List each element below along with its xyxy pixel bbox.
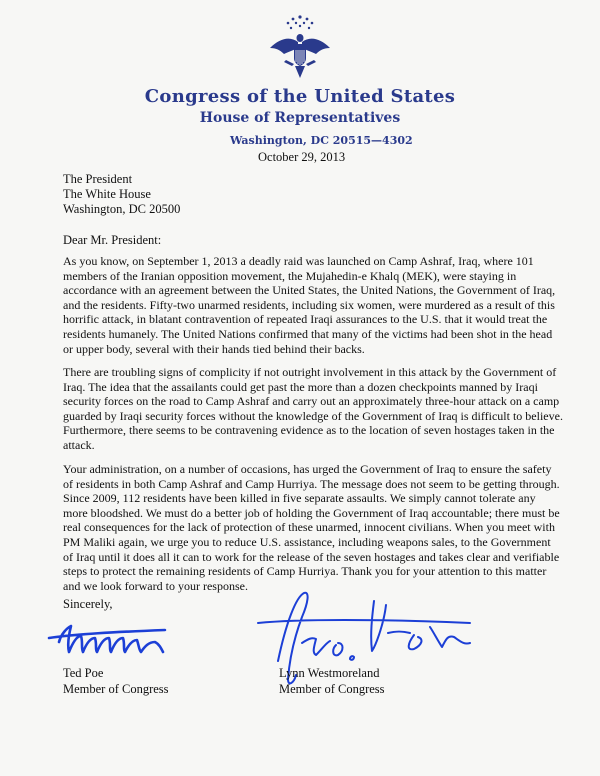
signer-block	[63, 665, 169, 697]
signature-ted-poe	[45, 612, 195, 662]
signer-name: Ted Poe	[63, 666, 104, 680]
body-paragraph: Your administration, on a number of occasions, has urged the Government of Iraq to ensure the safety of residents in both Camp Ashraf and Camp Hurriya. The message does not seem to be getting through. Since 2009, 112 residents have been killed in five separate assaults. We simply cannot tolerate any more bloodshed. We must do a better job of holding the Government of Iraq accountable; there must be real consequences for the lack of protection of these unarmed, innocent civilians. When you meet with PM Maliki again, we urge you to reduce U.S. assistance, including weapons sales, to the Government of Iraq until it does all it can to work for the release of the seven hostages and takes clear and verifiable steps to protect the remaining residents of Camp Hurriya. Thank you for your attention to this matter and we look forward to your response.	[63, 462, 560, 593]
salutation: Dear Mr. President:	[63, 233, 162, 247]
recipient-line: Washington, DC 20500	[63, 202, 181, 216]
body-paragraph: There are troubling signs of complicity if not outright involvement in this attack by the Government of Iraq. The idea that the assailants could get past the more than a dozen checkpoints manned by Iraqi security forces on the road to Camp Ashraf and carry out an approximately three-hour attack on a camp guarded by Iraqi security forces without the knowledge of the Government of Iraq is difficult to believe. Furthermore, there seems to be contravening evidence as to the location of seven hostages taken in the attack.	[63, 365, 563, 452]
signer-name: Lynn Westmoreland	[279, 666, 380, 680]
closing: Sincerely,	[63, 597, 113, 611]
letterhead-address: Washington, DC 20515—4302	[230, 134, 413, 147]
recipient-line: The President	[63, 172, 133, 186]
recipient-address	[63, 172, 180, 217]
signer-title: Member of Congress	[279, 682, 385, 696]
recipient-line: The White House	[63, 187, 151, 201]
signer-block	[279, 665, 385, 697]
signer-title: Member of Congress	[63, 682, 169, 696]
letterhead-congress: Congress of the United States	[144, 86, 456, 107]
letterhead-house: House of Representatives	[199, 110, 401, 126]
body-paragraph: As you know, on September 1, 2013 a deadly raid was launched on Camp Ashraf, Iraq, where 101 members of the Iranian opposition movement, the Mujahedin-e Khalq (MEK), were staying in accordance with an agreement between the United States, the United Nations, the Government of Iraq, and the residents. Fifty-two unarmed residents, including six women, were murdered as a result of this horrific attack, in blatant contravention of repeated Iraqi assurances to the U.S. that it would treat the residents humanely. The United Nations confirmed that many of the victims had been shot in the head or upper body, several with their hands tied behind their backs.	[63, 254, 556, 356]
letter-date: October 29, 2013	[258, 150, 346, 164]
house-seal-icon	[262, 8, 338, 84]
